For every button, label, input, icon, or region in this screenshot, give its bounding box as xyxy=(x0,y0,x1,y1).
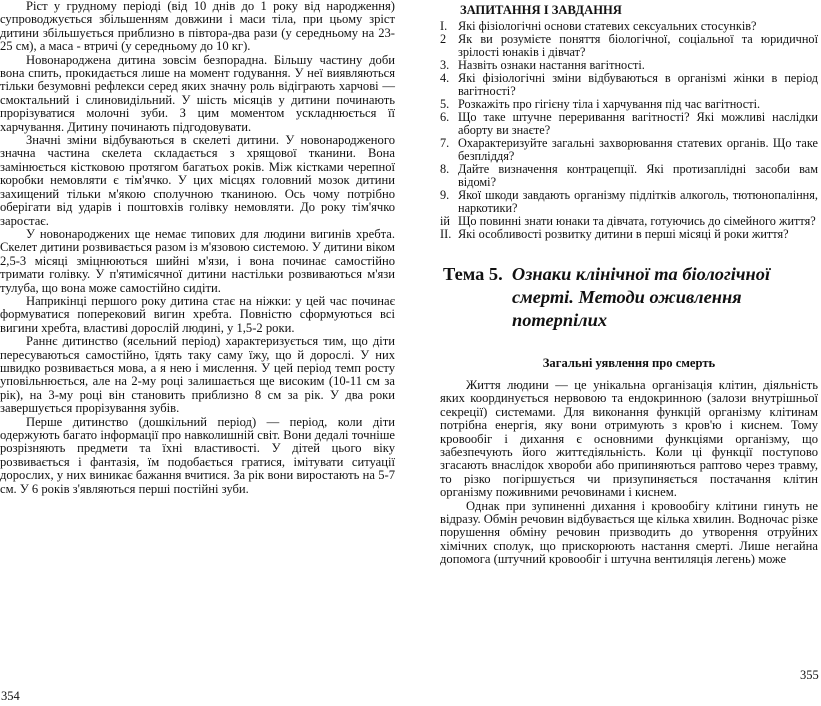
paragraph: Значні зміни відбуваються в скелеті дитини. У новонародженого значна частина скелета складається з хрящової тканини. Вона замінюється кістковою протягом багатьох років. Між кістками черепної коробки немовляти є тім'ячко. У цих місцях головний мозок дитини захищений тільки м'якою сполучною тканиною. Ось чому потрібно оберігати від ударів і поштовхів голівку немовляти. До року тім'ячко заростає. xyxy=(0,133,395,228)
topic-title-line3: потерпілих xyxy=(512,310,608,330)
questions-list xyxy=(440,20,818,241)
question-item xyxy=(440,33,818,59)
question-text: Як ви розумієте поняття біологічної, соціальної та юридичної зрілості юнаків і дівчат? xyxy=(458,32,818,59)
question-text: Що таке штучне переривання вагітності? Які можливі наслідки аборту ви знаєте? xyxy=(458,110,818,137)
question-number: 4. xyxy=(440,71,450,85)
topic-title-line2: смерті. Методи оживлення xyxy=(512,287,742,307)
question-item xyxy=(440,163,818,189)
paragraph: Перше дитинство (дошкільний період) — період, коли діти одержують багато інформації про навколишній світ. Вони дедалі точніше розрізняють предмети та їхні властивості. У дітей цього віку розвивається і фантазія, їм подобається гратися, імітувати ситуації дорослих, у них виникає бажання вчитися. За рік вони виростають на 5-7 см. У 6 років з'являються перші постійні зуби. xyxy=(0,414,395,496)
question-number: 5. xyxy=(440,97,450,111)
topic-label: Тема 5. xyxy=(443,264,503,284)
section-heading: Загальні уявлення про смерть xyxy=(542,356,716,370)
question-number: 2 xyxy=(440,32,447,46)
question-number: 8. xyxy=(440,162,450,176)
left-page xyxy=(0,0,395,496)
question-item xyxy=(440,228,818,241)
question-item xyxy=(440,189,818,215)
question-item xyxy=(440,72,818,98)
page-number-left: 354 xyxy=(1,689,20,703)
question-number: 3. xyxy=(440,58,450,72)
question-item xyxy=(440,137,818,163)
question-text: Які особливості розвитку дитини в перші місяці й роки життя? xyxy=(458,227,789,241)
question-text: Якої шкоди завдають організму підлітків алкоголь, тютюнопаління, наркотики? xyxy=(458,188,818,215)
question-number: 7. xyxy=(440,136,450,150)
question-number: ій xyxy=(440,214,450,228)
question-text: Розкажіть про гігієну тіла і харчування під час вагітності. xyxy=(458,97,761,111)
question-number: ІІ. xyxy=(440,227,452,241)
questions-title: ЗАПИТАННЯ І ЗАВДАННЯ xyxy=(460,3,622,17)
question-text: Назвіть ознаки настання вагітності. xyxy=(458,58,645,72)
question-number: І. xyxy=(440,19,448,33)
question-text: Які фізіологічні зміни відбуваються в організмі жінки в період вагітності? xyxy=(458,71,818,98)
question-text: Охарактеризуйте загальні захворювання статевих органів. Що таке безпліддя? xyxy=(458,136,818,163)
paragraph: У новонароджених ще немає типових для людини вигинів хребта. Скелет дитини розвивається разом із м'язовою системою. У дитини віком 2,5-3 місяці зміцнюються шийні м'язи, і вона починає самостійно тримати голівку. У п'ятимісячної дитини настільки розвиваються м'язи тулуба, що вона може самостійно сидіти. xyxy=(0,226,395,295)
paragraph: Новонароджена дитина зовсім безпорадна. Більшу частину доби вона спить, прокидається лише на момент годування. У неї виявляються тільки безумовні рефлекси серед яких значну роль відіграють харчові — смоктальний і слиновидільний. У шість місяців у дитини починають прорізуватися молочні зуби. З цим моментом ускладнюється її харчування. Дитину починають підгодовувати. xyxy=(0,52,395,134)
question-text: Дайте визначення контрацепції. Які протизаплідні засоби вам відомі? xyxy=(458,162,818,189)
paragraph: Раннє дитинство (ясельний період) характеризується тим, що діти пересуваються самостійно, їдять таку саму їжу, що й дорослі. У них швидко розвивається мова, а я нею і мислення. У цей період темп росту уповільнюється, але на 2-му році залишається ще високим (10-11 см за рік), на 3-му році він становить приблизно 8 см за рік. У два роки завершується прорізування зубів. xyxy=(0,334,395,416)
question-number: 6. xyxy=(440,110,450,124)
question-number: 9. xyxy=(440,188,450,202)
question-text: Які фізіологічні основи статевих сексуальних стосунків? xyxy=(458,19,757,33)
topic-heading xyxy=(443,263,818,332)
paragraph: Наприкінці першого року дитина стає на ніжки: у цей час починає формуватися поперековий вигин хребта. Повністю сформуються всі вигини хребта, властиві дорослій людині, у 1,5-2 роки. xyxy=(0,293,395,335)
paragraph: Життя людини — це унікальна організація клітин, діяльність яких координується нервовою та ендокринною (залози внутрішньої секреції) системами. Для виконання функцій організму клітинам потрібна енергія, яку вони отримують з кров'ю і киснем. Тому кровообіг і дихання є основними функціями організму, що забезпечують його життєдіяльність. Коли ці функції поступово згасають внаслідок хвороби або припиняються раптово через травму, то різко погіршується чи призупиняється постачання клітин організму поживними речовинами і киснем. xyxy=(440,378,818,500)
paragraph: Однак при зупиненні дихання і кровообігу клітини гинуть не відразу. Обмін речовин відбувається ще кілька хвилин. Водночас різке порушення обміну речовин призводить до утворення отруйних хімічних сполук, що прискорюють настання смерті. Лише негайна допомога (штучний кровообіг і штучна вентиляція легень) може xyxy=(440,498,818,567)
question-item xyxy=(440,111,818,137)
paragraph: Ріст у грудному періоді (від 10 днів до 1 року від народження) супроводжується збільшенням довжини і маси тіла, при цьому зріст дитини збільшується приблизно в півтора-два рази (у середньому на 23-25 см), а маса - втричі (у середньому до 10 кг). xyxy=(0,0,395,54)
right-page xyxy=(440,0,818,567)
page-number-right: 355 xyxy=(800,668,819,682)
topic-title-line1: Ознаки клінічної та біологічної xyxy=(511,264,771,284)
question-text: Що повинні знати юнаки та дівчата, готуючись до сімейного життя? xyxy=(458,214,816,228)
